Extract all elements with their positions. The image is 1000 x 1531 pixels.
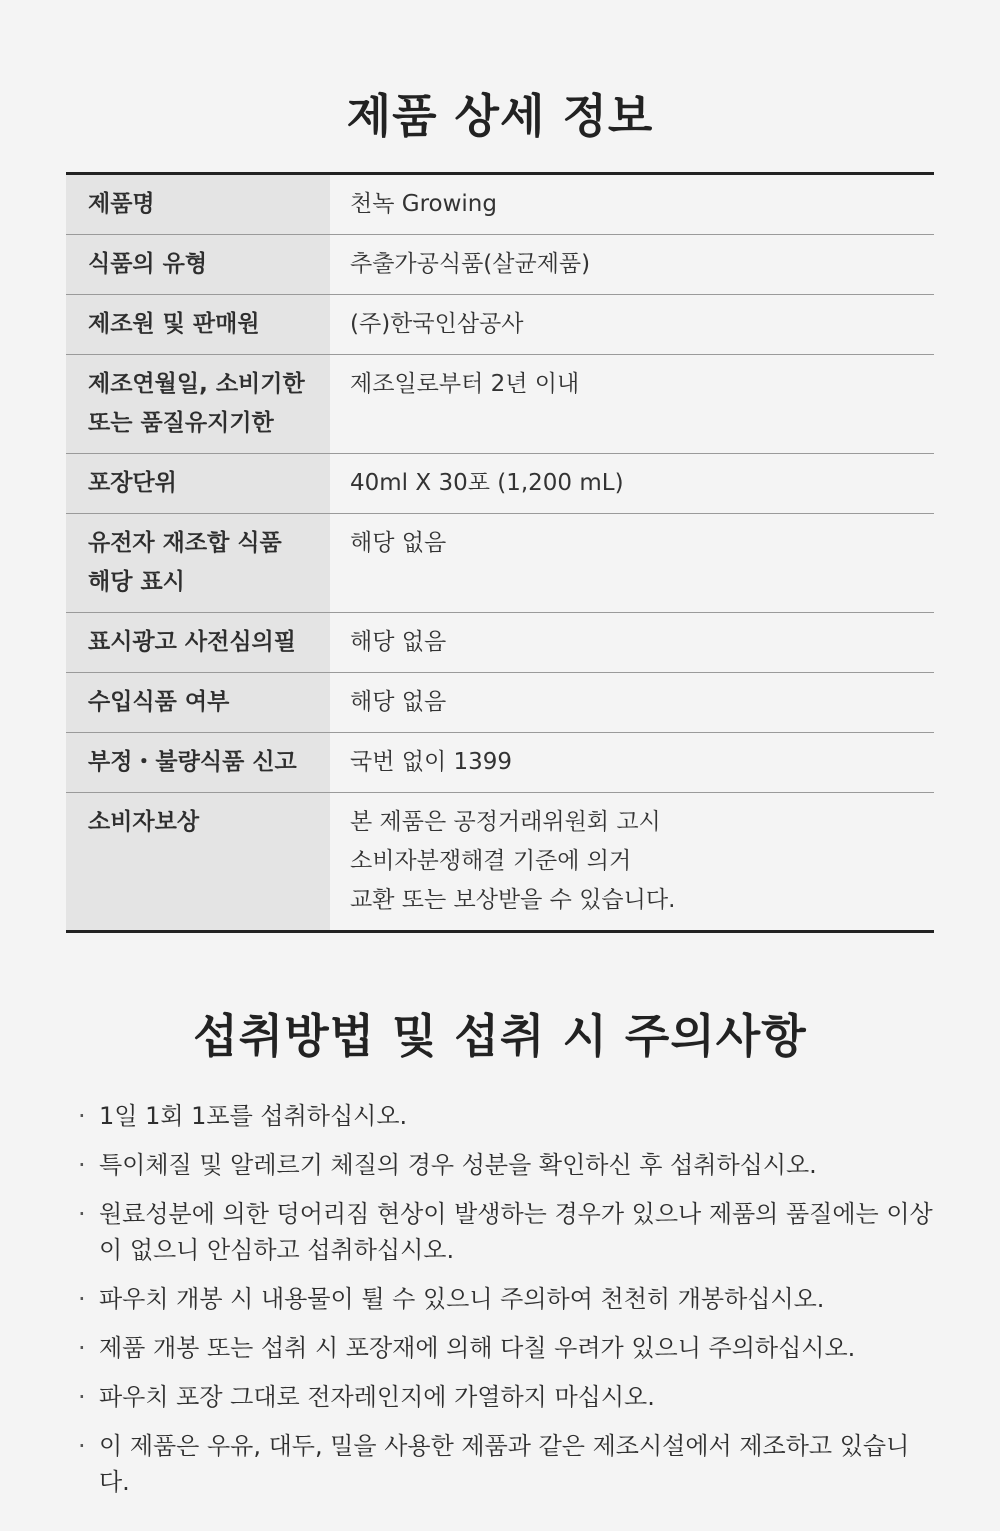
table-row [66,235,934,295]
row-label-report: 부정・불량식품 신고 [66,733,330,793]
row-label-package-unit: 포장단위 [66,454,330,514]
row-label-product-name: 제품명 [66,174,330,235]
list-item [78,1281,938,1317]
row-value-ad-review: 해당 없음 [330,613,934,673]
note-text: 제품 개봉 또는 섭취 시 포장재에 의해 다칠 우려가 있으니 주의하십시오. [99,1334,856,1362]
table-row [66,454,934,514]
row-label-expiry: 제조연월일, 소비기한 또는 품질유지기한 [66,355,330,454]
product-detail-title: 제품 상세 정보 [346,89,654,143]
row-value-package-unit: 40ml X 30포 (1,200 mL) [330,454,934,514]
table-row [66,733,934,793]
row-label-food-type: 식품의 유형 [66,235,330,295]
table-row [66,673,934,733]
row-value-gmo: 해당 없음 [330,514,934,613]
row-label-manufacturer: 제조원 및 판매원 [66,295,330,355]
bullet-icon: · [78,1432,86,1460]
row-value-food-type: 추출가공식품(살균제품) [330,235,934,295]
row-label-gmo: 유전자 재조합 식품 해당 표시 [66,514,330,613]
bullet-icon: · [78,1383,86,1411]
bullet-icon: · [78,1102,86,1130]
bullet-icon: · [78,1334,86,1362]
row-label-compensation: 소비자보상 [66,793,330,932]
list-item [78,1196,938,1268]
bullet-icon: · [78,1200,86,1228]
usage-notes-list [78,1098,938,1513]
row-value-manufacturer: (주)한국인삼공사 [330,295,934,355]
note-text: 1일 1회 1포를 섭취하십시오. [99,1102,408,1130]
product-info-table [66,172,934,933]
usage-precautions-title: 섭취방법 및 섭취 시 주의사항 [193,1009,807,1063]
table-row [66,613,934,673]
note-text: 파우치 개봉 시 내용물이 튈 수 있으니 주의하여 천천히 개봉하십시오. [99,1285,825,1313]
row-label-imported: 수입식품 여부 [66,673,330,733]
table-row [66,514,934,613]
table-row [66,355,934,454]
table-row [66,793,934,932]
bullet-icon: · [78,1285,86,1313]
row-label-ad-review: 표시광고 사전심의필 [66,613,330,673]
row-value-compensation: 본 제품은 공정거래위원회 고시 소비자분쟁해결 기준에 의거 교환 또는 보상받을 수 있습니다. [330,793,934,932]
list-item [78,1330,938,1366]
row-value-report: 국번 없이 1399 [330,733,934,793]
list-item [78,1147,938,1183]
note-text: 특이체질 및 알레르기 체질의 경우 성분을 확인하신 후 섭취하십시오. [99,1151,817,1179]
row-value-imported: 해당 없음 [330,673,934,733]
bullet-icon: · [78,1151,86,1179]
note-text: 파우치 포장 그대로 전자레인지에 가열하지 마십시오. [99,1383,655,1411]
list-item [78,1428,938,1500]
note-text: 이 제품은 우유, 대두, 밀을 사용한 제품과 같은 제조시설에서 제조하고 있습니다. [99,1432,910,1496]
note-text: 원료성분에 의한 덩어리짐 현상이 발생하는 경우가 있으나 제품의 품질에는 이상이 없으니 안심하고 섭취하십시오. [99,1200,933,1264]
row-value-expiry: 제조일로부터 2년 이내 [330,355,934,454]
list-item [78,1379,938,1415]
table-row [66,295,934,355]
table-row [66,174,934,235]
list-item [78,1098,938,1134]
row-value-product-name: 천녹 Growing [330,174,934,235]
